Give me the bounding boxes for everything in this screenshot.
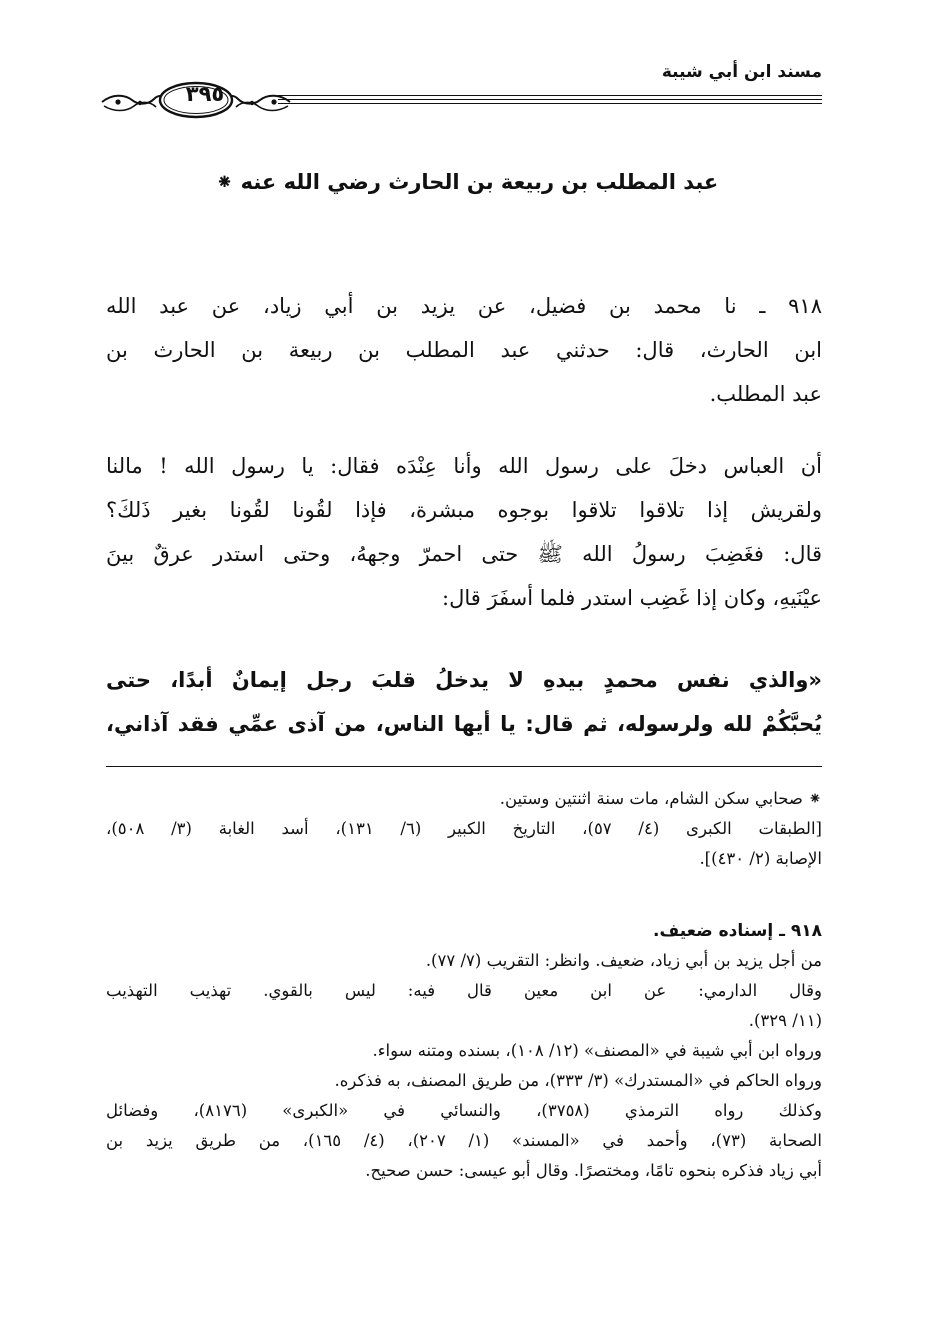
running-header-title: مسند ابن أبي شيبة	[661, 62, 822, 82]
isnad-footnote	[106, 916, 822, 1186]
footnote-line: الإصابة (٢/ ٤٣٠)].	[699, 849, 822, 868]
header-rule	[278, 103, 822, 104]
chapter-heading: عبد المطلب بن ربيعة بن الحارث رضي الله عنه ⁕	[215, 170, 719, 194]
footnote-heading: ٩١٨ ـ إسناده ضعيف.	[653, 921, 822, 941]
biography-footnote	[106, 784, 822, 874]
text-line: ابن الحارث، قال: حدثني عبد المطلب بن ربيعة بن الحارث بن	[106, 338, 822, 362]
footnote-line: ⁕ صحابي سكن الشام، مات سنة اثنتين وستين.	[499, 789, 822, 808]
footnote-divider	[106, 766, 822, 767]
hadith-isnad-paragraph	[106, 284, 822, 416]
footnote-line: وقال الدارمي: عن ابن معين قال فيه: ليس بالقوي. تهذيب التهذيب	[106, 981, 822, 1000]
header-rule	[278, 95, 822, 96]
footnote-line: ورواه الحاكم في «المستدرك» (٣/ ٣٣٣)، من طريق المصنف، به فذكره.	[334, 1071, 822, 1090]
header-rule	[278, 99, 822, 100]
footnote-line: الصحابة (٧٣)، وأحمد في «المسند» (١/ ٢٠٧)، (٤/ ١٦٥)، من طريق يزيد بن	[106, 1131, 822, 1150]
text-line: قال: فغَضِبَ رسولُ الله ﷺ حتى احمرّ وجههُ، وحتى استدر عرقٌ بينَ	[106, 542, 822, 566]
text-line: أن العباس دخلَ على رسول الله وأنا عِنْدَه فقال: يا رسول الله ! مالنا	[106, 454, 822, 478]
footnote-line: وكذلك رواه الترمذي (٣٧٥٨)، والنسائي في «الكبرى» (٨١٧٦)، وفضائل	[106, 1101, 822, 1120]
hadith-text-paragraph	[106, 444, 822, 620]
footnote-line: [الطبقات الكبرى (٤/ ٥٧)، التاريخ الكبير (٦/ ١٣١)، أسد الغابة (٣/ ٥٠٨)،	[106, 819, 822, 838]
page-number: ٣٩٥	[185, 82, 225, 106]
text-line: ٩١٨ ـ نا محمد بن فضيل، عن يزيد بن أبي زياد، عن عبد الله	[106, 294, 822, 318]
prophetic-quote	[106, 658, 822, 746]
footnote-line: من أجل يزيد بن أبي زياد، ضعيف. وانظر: التقريب (٧/ ٧٧).	[425, 951, 822, 970]
quote-line: «والذي نفس محمدٍ بيدهِ لا يدخلُ قلبَ رجل إيمانٌ أبدًا، حتى	[106, 668, 822, 692]
text-line: ولقريش إذا تلاقوا تلاقوا بوجوه مبشرة، فإذا لقُونا لقُونا بغير ذَلكَ؟	[106, 498, 822, 522]
footnote-line: أبي زياد فذكره بنحوه تامًا، ومختصرًا. وقال أبو عيسى: حسن صحيح.	[365, 1161, 822, 1180]
quote-line: يُحبَّكُمْ لله ولرسوله، ثم قال: يا أيها الناس، من آذى عمِّي فقد آذاني،	[106, 712, 822, 736]
text-line: عيْنَيهِ، وكان إذا غَضِب استدر فلما أسفَرَ قال:	[442, 586, 822, 610]
footnote-line: ورواه ابن أبي شيبة في «المصنف» (١٢/ ١٠٨)، بسنده ومتنه سواء.	[372, 1041, 822, 1060]
text-line: عبد المطلب.	[709, 382, 822, 406]
footnote-line: (١١/ ٣٢٩).	[748, 1011, 822, 1030]
